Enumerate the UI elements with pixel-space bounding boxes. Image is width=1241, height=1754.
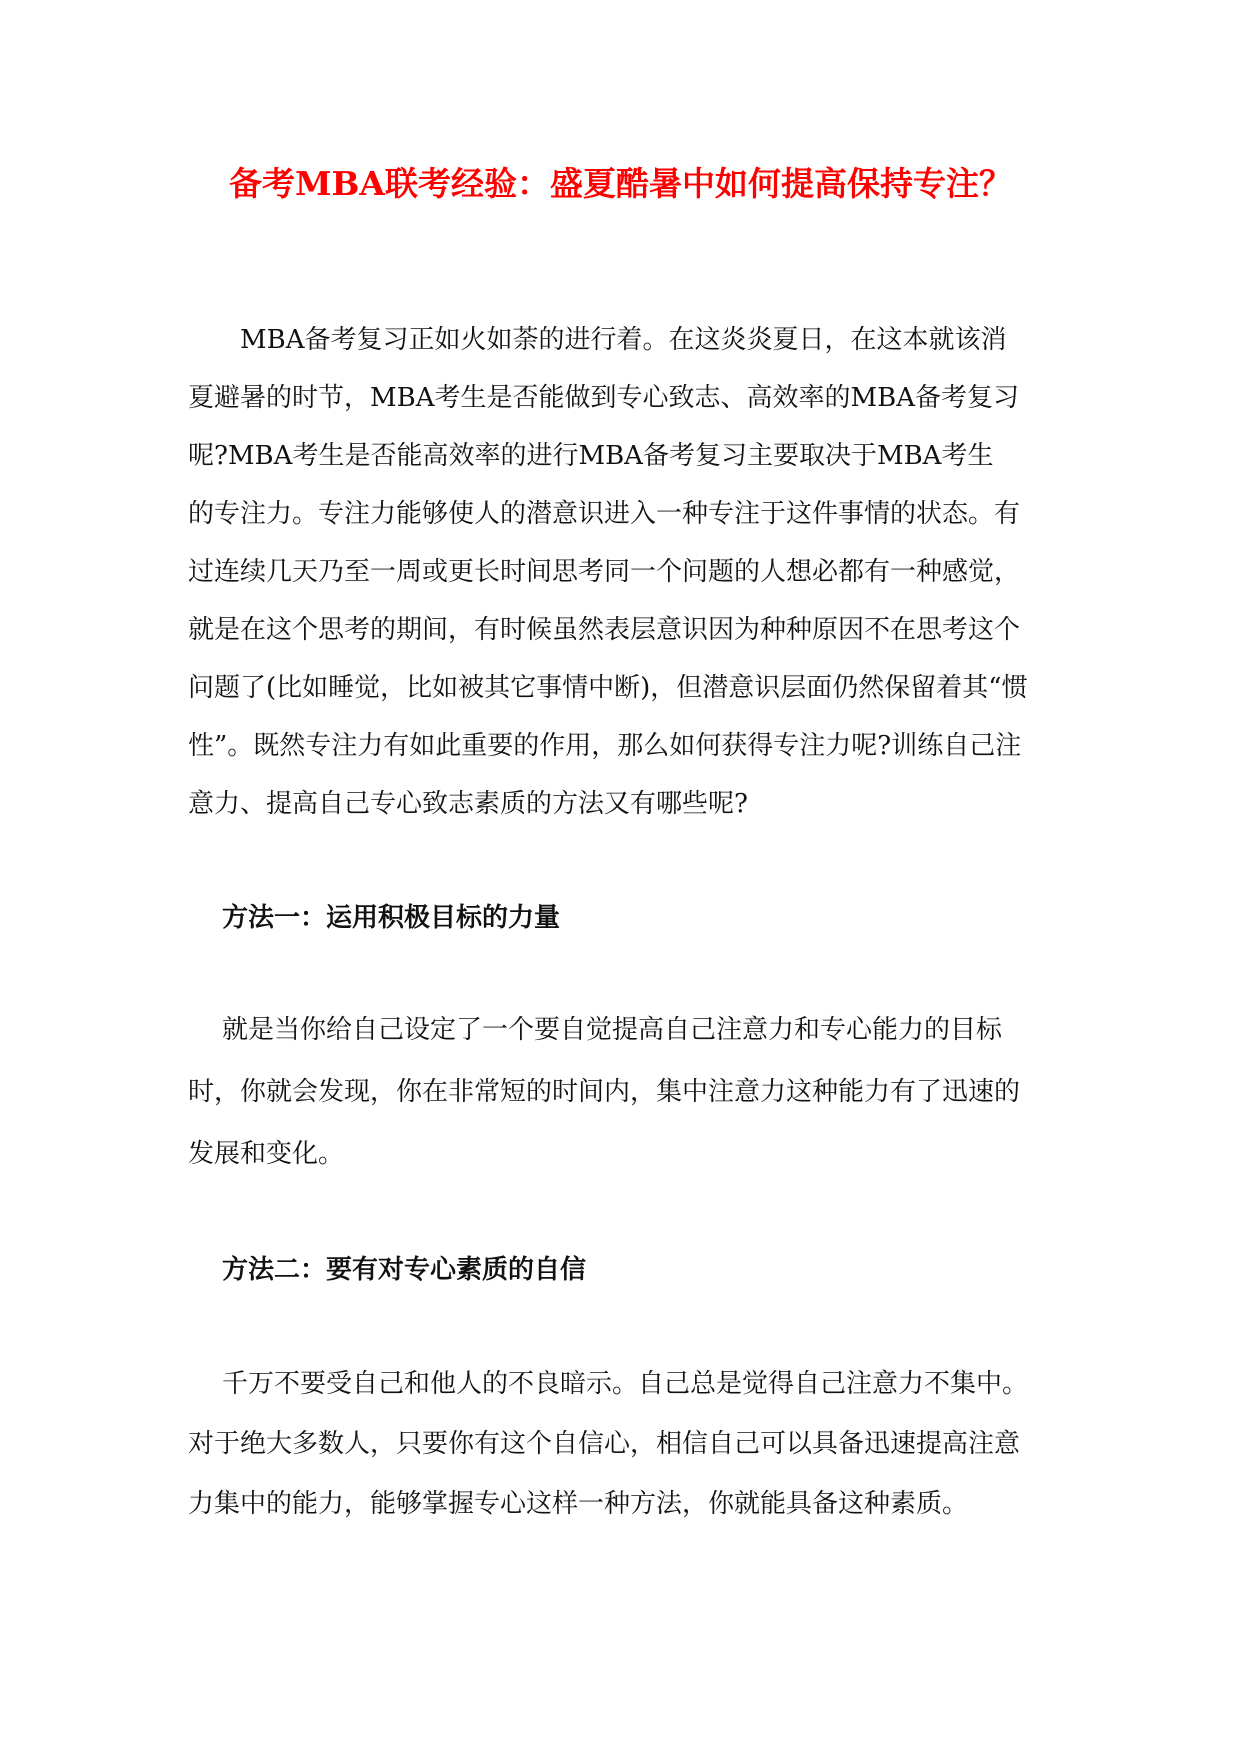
document-title: 备考MBA联考经验：盛夏酷暑中如何提高保持专注？ [228, 164, 1013, 203]
intro-line: 意力、提高自己专心致志素质的方法又有哪些呢? [188, 789, 748, 819]
intro-line: 的专注力。专注力能够使人的潜意识进入一种专注于这件事情的状态。有 [188, 499, 1021, 529]
method1-line: 就是当你给自己设定了一个要自觉提高自己注意力和专心能力的目标 [222, 1015, 1003, 1045]
intro-line: 过连续几天乃至一周或更长时间思考同一个问题的人想必都有一种感觉， [188, 557, 1021, 587]
method2-line: 千万不要受自己和他人的不良暗示。自己总是觉得自己注意力不集中。 [222, 1369, 1029, 1399]
method2-line: 力集中的能力，能够掌握专心这样一种方法，你就能具备这种素质。 [188, 1489, 969, 1519]
method1-heading: 方法一：运用积极目标的力量 [222, 903, 561, 933]
intro-line: 性”。既然专注力有如此重要的作用，那么如何获得专注力呢?训练自己注 [188, 731, 1022, 761]
intro-line: 就是在这个思考的期间，有时候虽然表层意识因为种种原因不在思考这个 [188, 615, 1021, 645]
intro-line: 呢?MBA考生是否能高效率的进行MBA备考复习主要取决于MBA考生 [188, 441, 994, 471]
intro-line: MBA备考复习正如火如荼的进行着。在这炎炎夏日，在这本就该消 [240, 325, 1007, 355]
intro-line: 问题了(比如睡觉，比如被其它事情中断)，但潜意识层面仍然保留着其“惯 [188, 673, 1028, 703]
method1-line: 时，你就会发现，你在非常短的时间内，集中注意力这种能力有了迅速的 [188, 1077, 1021, 1107]
method1-line: 发展和变化。 [188, 1139, 345, 1169]
intro-line: 夏避暑的时节，MBA考生是否能做到专心致志、高效率的MBA备考复习 [188, 383, 1020, 413]
method2-line: 对于绝大多数人，只要你有这个自信心，相信自己可以具备迅速提高注意 [188, 1429, 1021, 1459]
method2-heading: 方法二：要有对专心素质的自信 [222, 1255, 587, 1285]
